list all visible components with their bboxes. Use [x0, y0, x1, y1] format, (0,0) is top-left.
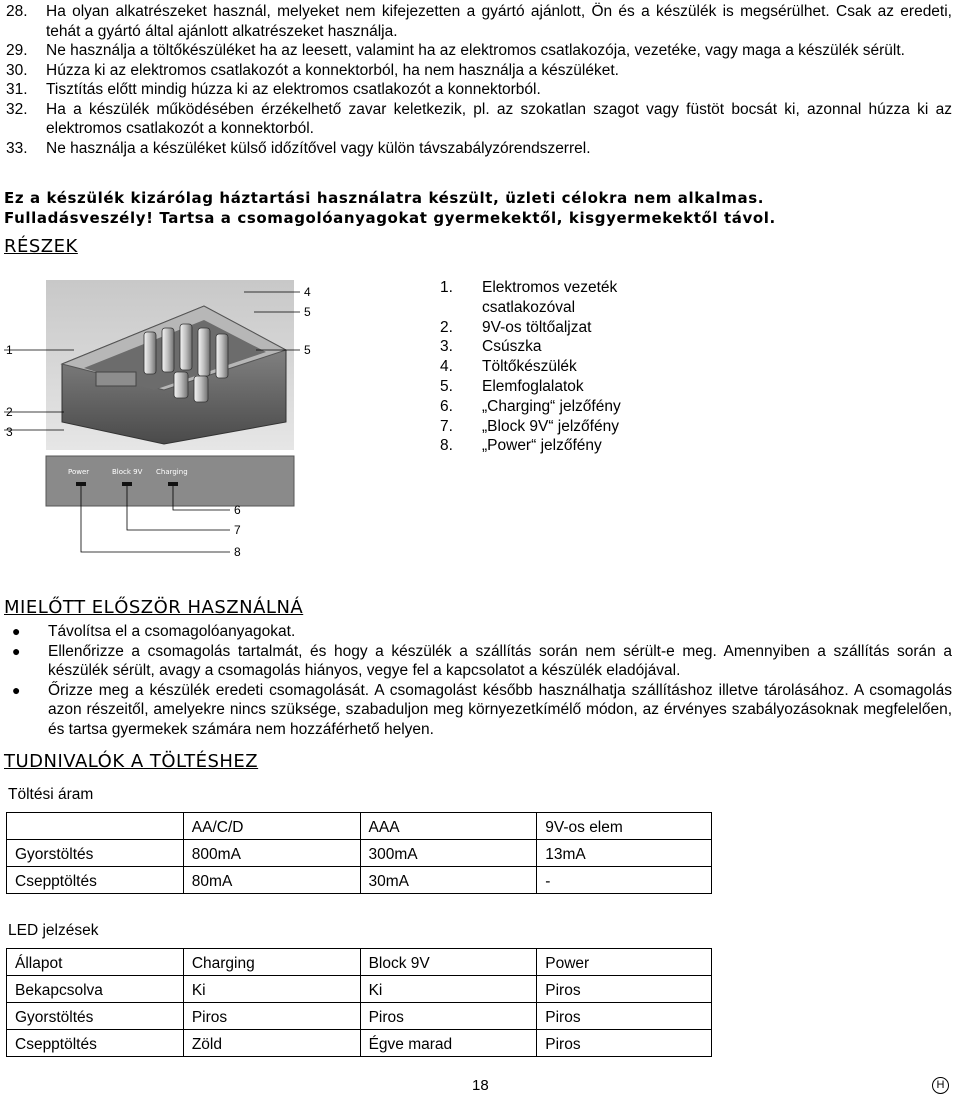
parts-list [440, 278, 700, 456]
charging-heading: TUDNIVALÓK A TÖLTÉSHEZ [4, 751, 259, 772]
led-table [6, 948, 712, 1057]
bullet-icon: ● [12, 642, 21, 659]
panel-label: Block 9V [112, 468, 143, 476]
panel-label: Charging [156, 468, 188, 476]
bullet-icon: ● [12, 681, 21, 698]
list-item: 6. „Charging“ jelzőfény [440, 397, 621, 415]
callout-number: 1 [6, 343, 13, 357]
first-use-list [12, 622, 952, 739]
table-row: Csepptöltés Zöld Égve marad Piros [7, 1030, 712, 1057]
parts-heading: RÉSZEK [4, 236, 78, 257]
callout-number: 3 [6, 425, 13, 439]
callout-number: 2 [6, 405, 13, 419]
list-item: 1. Elektromos vezeték csatlakozóval [440, 279, 618, 316]
callout-number: 8 [234, 545, 241, 559]
list-item: 31. Tisztítás előtt mindig húzza ki az elektromos csatlakozót a konnektorból. [6, 81, 541, 98]
table-row: Bekapcsolva Ki Ki Piros [7, 976, 712, 1003]
callout-number: 4 [304, 285, 311, 299]
panel-label: Power [68, 468, 90, 476]
first-use-heading: MIELŐTT ELŐSZÖR HASZNÁLNÁ [4, 597, 304, 618]
charger-illustration [4, 272, 334, 572]
table-row: Állapot Charging Block 9V Power [7, 949, 712, 976]
charger-figure [4, 272, 334, 572]
list-item: ● Távolítsa el a csomagolóanyagokat. [12, 623, 296, 640]
safety-list [6, 2, 952, 158]
list-item: 28. Ha olyan alkatrészeket használ, melyeket nem kifejezetten a gyártó ajánlott, Ön és a készülék is megsérülhet. Csak az eredeti, tehát a gyártó által ajánlott alkatrészeket használja. [6, 3, 952, 40]
current-label: Töltési áram [8, 786, 94, 803]
charging-led [168, 482, 178, 486]
list-item: 33. Ne használja a készüléket külső időzítővel vagy külön távszabályzórendszerrel. [6, 139, 591, 157]
list-item: 2. 9V-os töltőaljzat [440, 318, 592, 336]
callout-number: 7 [234, 523, 241, 537]
list-item: 8. „Power“ jelzőfény [440, 437, 602, 455]
power-led [76, 482, 86, 486]
list-item: ● Ellenőrizze a csomagolás tartalmát, és hogy a készülék a szállítás során nem sérült-e meg. Amennyiben a szállítás során a készülék sérült, avagy a csomagolás hiányos, vegye fel a kapcsolatot a készülék eladójával. [12, 642, 952, 679]
callout-number: 6 [234, 503, 241, 517]
list-item: 3. Csúszka [440, 338, 542, 356]
list-item: 7. „Block 9V“ jelzőfény [440, 417, 619, 435]
callout-number: 5 [304, 305, 311, 319]
table-row: Csepptöltés 80mA 30mA - [7, 867, 712, 894]
list-item: 32. Ha a készülék működésében érzékelhető zavar keletkezik, pl. az szokatlan szagot vagy füstöt bocsát ki, azonnal húzza ki az elektromos csatlakozót a konnektorból. [6, 100, 952, 137]
led-label: LED jelzések [8, 922, 99, 939]
list-item: ● Őrizze meg a készülék eredeti csomagolását. A csomagolást később használhatja szállításhoz illetve tárolásához. A csomagolás azon részeitől, amelyekre nincs szüksége, szabaduljon meg környezetkímélő módon, az érvényes szabályozásoknak megfelelően, és tartsa gyermekek számára nem hozzáférhető helyen. [12, 681, 952, 738]
warning-household: Ez a készülék kizárólag háztartási használatra készült, üzleti célokra nem alkalmas. [4, 189, 765, 207]
list-item: 29. Ne használja a töltőkészüléket ha az leesett, valamint ha az elektromos csatlakozója, vezetéke, vagy maga a készülék sérült. [6, 42, 905, 59]
warning-suffocation: Fulladásveszély! Tartsa a csomagolóanyagokat gyermekektől, kisgyermekektől távol. [4, 209, 776, 227]
page-number: 18 [472, 1077, 489, 1094]
current-table [6, 812, 712, 894]
language-badge: H [932, 1077, 949, 1094]
list-item: 5. Elemfoglalatok [440, 377, 584, 395]
callout-number: 5 [304, 343, 311, 357]
table-row: Gyorstöltés 800mA 300mA 13mA [7, 840, 712, 867]
table-row: Gyorstöltés Piros Piros Piros [7, 1003, 712, 1030]
block9v-led [122, 482, 132, 486]
bullet-icon: ● [12, 623, 21, 639]
table-row: AA/C/D AAA 9V-os elem [7, 813, 712, 840]
list-item: 4. Töltőkészülék [440, 358, 577, 376]
list-item: 30. Húzza ki az elektromos csatlakozót a konnektorból, ha nem használja a készüléket. [6, 61, 619, 79]
